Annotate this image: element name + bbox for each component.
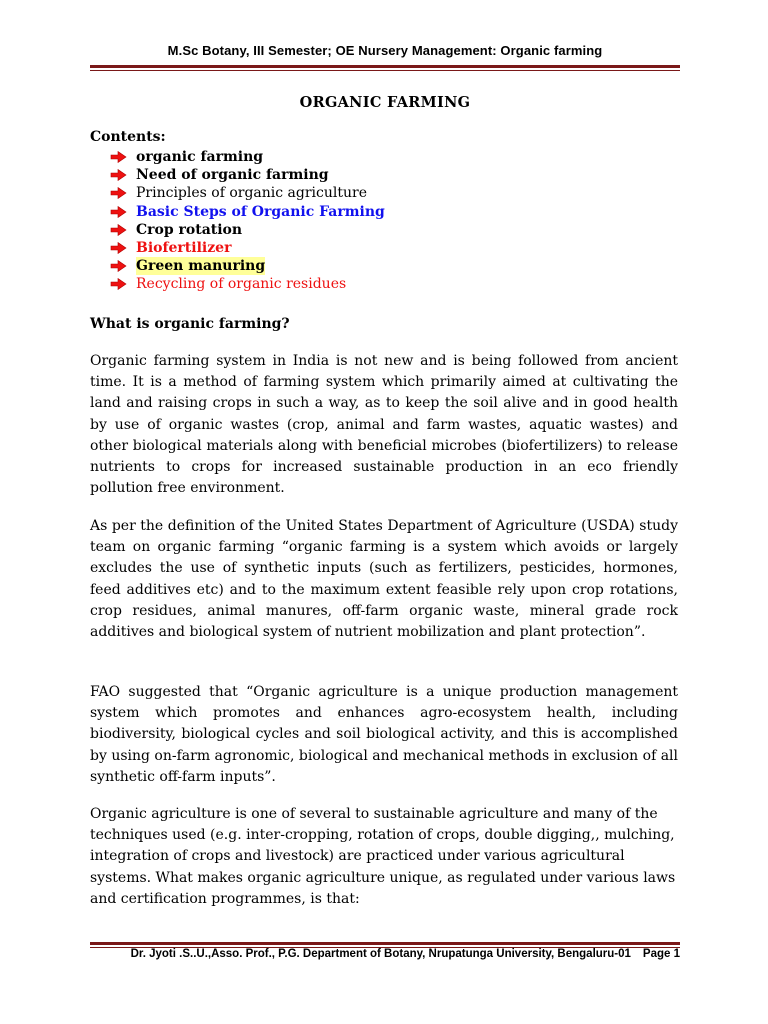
contents-list bbox=[110, 148, 385, 294]
running-footer bbox=[90, 948, 680, 960]
red-right-arrow-icon bbox=[110, 224, 136, 236]
red-right-arrow-icon bbox=[110, 278, 136, 290]
contents-item bbox=[110, 166, 385, 184]
red-right-arrow-icon bbox=[110, 187, 136, 199]
header-rule-thin bbox=[90, 70, 680, 71]
body-paragraph: As per the definition of the United States Department of Agriculture (USDA) study team on organic farming “organic farming is a system which avoids or largely excludes the use of synthetic inputs (such as fertilizers, pesticides, hormones, feed additives etc) and to the maximum extent feasible rely upon crop rotations, crop residues, animal manures, off-farm organic waste, mineral grade rock additives and biological system of nutrient mobilization and plant protection”. bbox=[90, 518, 678, 641]
red-right-arrow-icon bbox=[110, 169, 136, 181]
contents-item-label: Green manuring bbox=[136, 258, 266, 275]
page-title: ORGANIC FARMING bbox=[299, 94, 471, 111]
running-header: M.Sc Botany, III Semester; OE Nursery Management: Organic farming bbox=[167, 43, 603, 58]
contents-item-label: Recycling of organic residues bbox=[136, 276, 347, 293]
contents-heading: Contents: bbox=[90, 129, 166, 145]
contents-item bbox=[110, 148, 385, 166]
body-paragraph: FAO suggested that “Organic agriculture is a unique production management system which promotes and enhances agro-ecosystem health, including biodiversity, biological cycles and soil biological activity, and this is accomplished by using on-farm agronomic, biological and mechanical methods in exclusion of all synthetic off-farm inputs”. bbox=[90, 684, 679, 785]
footer-author: Dr. Jyoti .S..U.,Asso. Prof., P.G. Department of Botany, Nrupatunga University, Bengaluru-01 bbox=[130, 948, 631, 960]
header-rule-thick bbox=[90, 65, 680, 68]
red-right-arrow-icon bbox=[110, 242, 136, 254]
red-right-arrow-icon bbox=[110, 206, 136, 218]
page-number: Page 1 bbox=[642, 948, 680, 960]
contents-item bbox=[110, 239, 385, 257]
contents-item bbox=[110, 275, 385, 293]
contents-item bbox=[110, 257, 385, 275]
contents-item-label: Need of organic farming bbox=[136, 167, 329, 184]
section-heading: What is organic farming? bbox=[90, 316, 290, 332]
body-paragraph: Organic agriculture is one of several to sustainable agriculture and many of the techniques used (e.g. inter-cropping, rotation of crops, double digging,, mulching, integration of crops and livestock) are practiced under various agricultural systems. What makes organic agriculture unique, as regulated under various laws and certification programmes, is that: bbox=[90, 806, 676, 907]
contents-item-label: Principles of organic agriculture bbox=[136, 185, 367, 202]
red-right-arrow-icon bbox=[110, 260, 136, 272]
footer-rule-thick bbox=[90, 942, 680, 945]
red-right-arrow-icon bbox=[110, 151, 136, 163]
contents-item-label: Basic Steps of Organic Farming bbox=[136, 203, 385, 220]
body-paragraph: Organic farming system in India is not new and is being followed from ancient time. It is a method of farming system which primarily aimed at cultivating the land and raising crops in such a way, as to keep the soil alive and in good health by use of organic wastes (crop, animal and farm wastes, aquatic wastes) and other biological materials along with beneficial microbes (biofertilizers) to release nutrients to crops for increased sustainable production in an eco friendly pollution free environment. bbox=[90, 353, 678, 497]
contents-item-label: Crop rotation bbox=[136, 221, 243, 238]
contents-item-label: organic farming bbox=[136, 149, 264, 165]
contents-item bbox=[110, 184, 385, 202]
contents-item bbox=[110, 221, 385, 239]
contents-item-label: Biofertilizer bbox=[136, 239, 232, 256]
contents-item bbox=[110, 203, 385, 221]
